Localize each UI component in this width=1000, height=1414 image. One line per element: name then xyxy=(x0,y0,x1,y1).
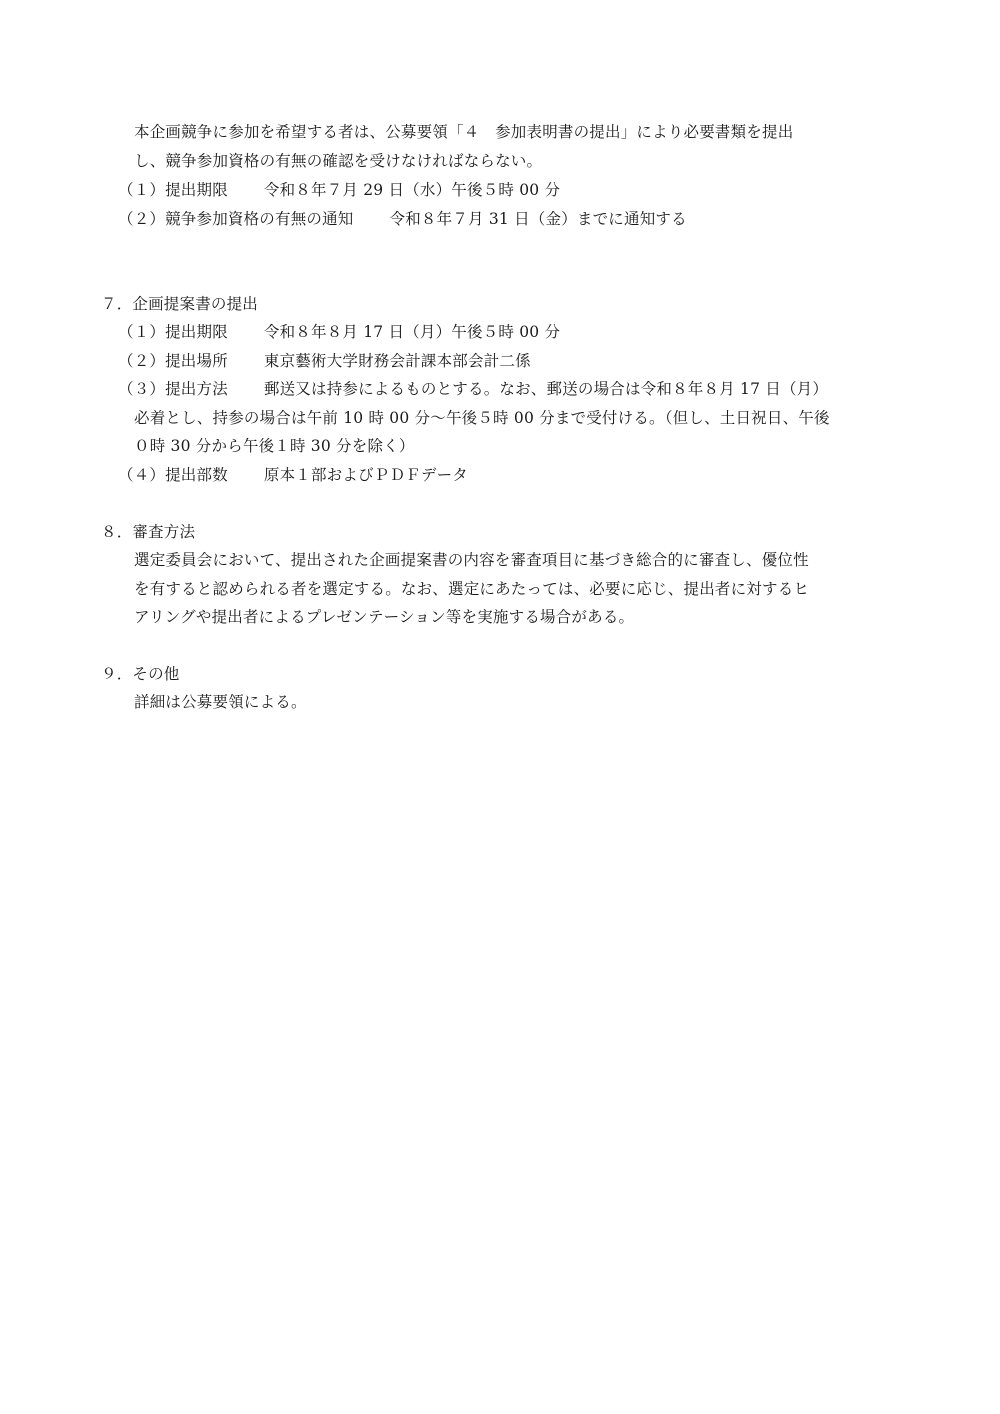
section6-item2 xyxy=(118,209,687,229)
section8-heading: ８．審査方法 xyxy=(101,523,196,541)
section8-line2: を有すると認められる者を選定する。なお、選定にあたっては、必要に応じ、提出者に対するヒ xyxy=(134,580,810,598)
section8-line3: アリングや提出者によるプレゼンテーション等を実施する場合がある。 xyxy=(134,608,635,626)
section6-intro-line2: し、競争参加資格の有無の確認を受けなければならない。 xyxy=(134,152,543,170)
section8-line1: 選定委員会において、提出された企画提案書の内容を審査項目に基づき総合的に審査し、優位性 xyxy=(134,551,809,569)
section7-item3-value: 郵送又は持参によるものとする。なお、郵送の場合は令和８年８月 17 日（月） xyxy=(263,380,829,398)
section7-item2-value: 東京藝術大学財務会計課本部会計二係 xyxy=(263,352,531,370)
section6-item2-label: （２）競争参加資格の有無の通知 xyxy=(118,210,354,228)
section7-heading: ７．企画提案書の提出 xyxy=(101,295,259,313)
section6-item1-value: 令和８年７月 29 日（水）午後５時 00 分 xyxy=(263,181,561,199)
section6-item2-value: 令和８年７月 31 日（金）までに通知する xyxy=(389,210,687,228)
section7-item3-continuation-2: ０時 30 分から午後１時 30 分を除く） xyxy=(134,437,415,455)
section7-item1-value: 令和８年８月 17 日（月）午後５時 00 分 xyxy=(263,323,561,341)
section9-line1: 詳細は公募要領による。 xyxy=(134,693,307,711)
section7-item4-label: （４）提出部数 xyxy=(118,466,228,484)
section7-item3 xyxy=(118,379,828,399)
section9-heading: ９．その他 xyxy=(101,665,180,683)
section7-item3-label: （３）提出方法 xyxy=(118,380,228,398)
section6-item1 xyxy=(118,180,560,200)
section6-item1-label: （１）提出期限 xyxy=(118,181,228,199)
section7-item2 xyxy=(118,351,531,371)
section7-item3-continuation-1: 必着とし、持参の場合は午前 10 時 00 分～午後５時 00 分まで受付ける。（但し、土日祝日、午後 xyxy=(134,409,830,427)
section6-intro-line1: 本企画競争に参加を希望する者は、公募要領「４ 参加表明書の提出」により必要書類を提出 xyxy=(134,123,794,141)
section7-item4-value: 原本１部およびＰＤＦデータ xyxy=(263,466,469,484)
section7-item1-label: （１）提出期限 xyxy=(118,323,228,341)
section7-item1 xyxy=(118,322,560,342)
section7-item4 xyxy=(118,465,468,485)
section7-item2-label: （２）提出場所 xyxy=(118,352,228,370)
